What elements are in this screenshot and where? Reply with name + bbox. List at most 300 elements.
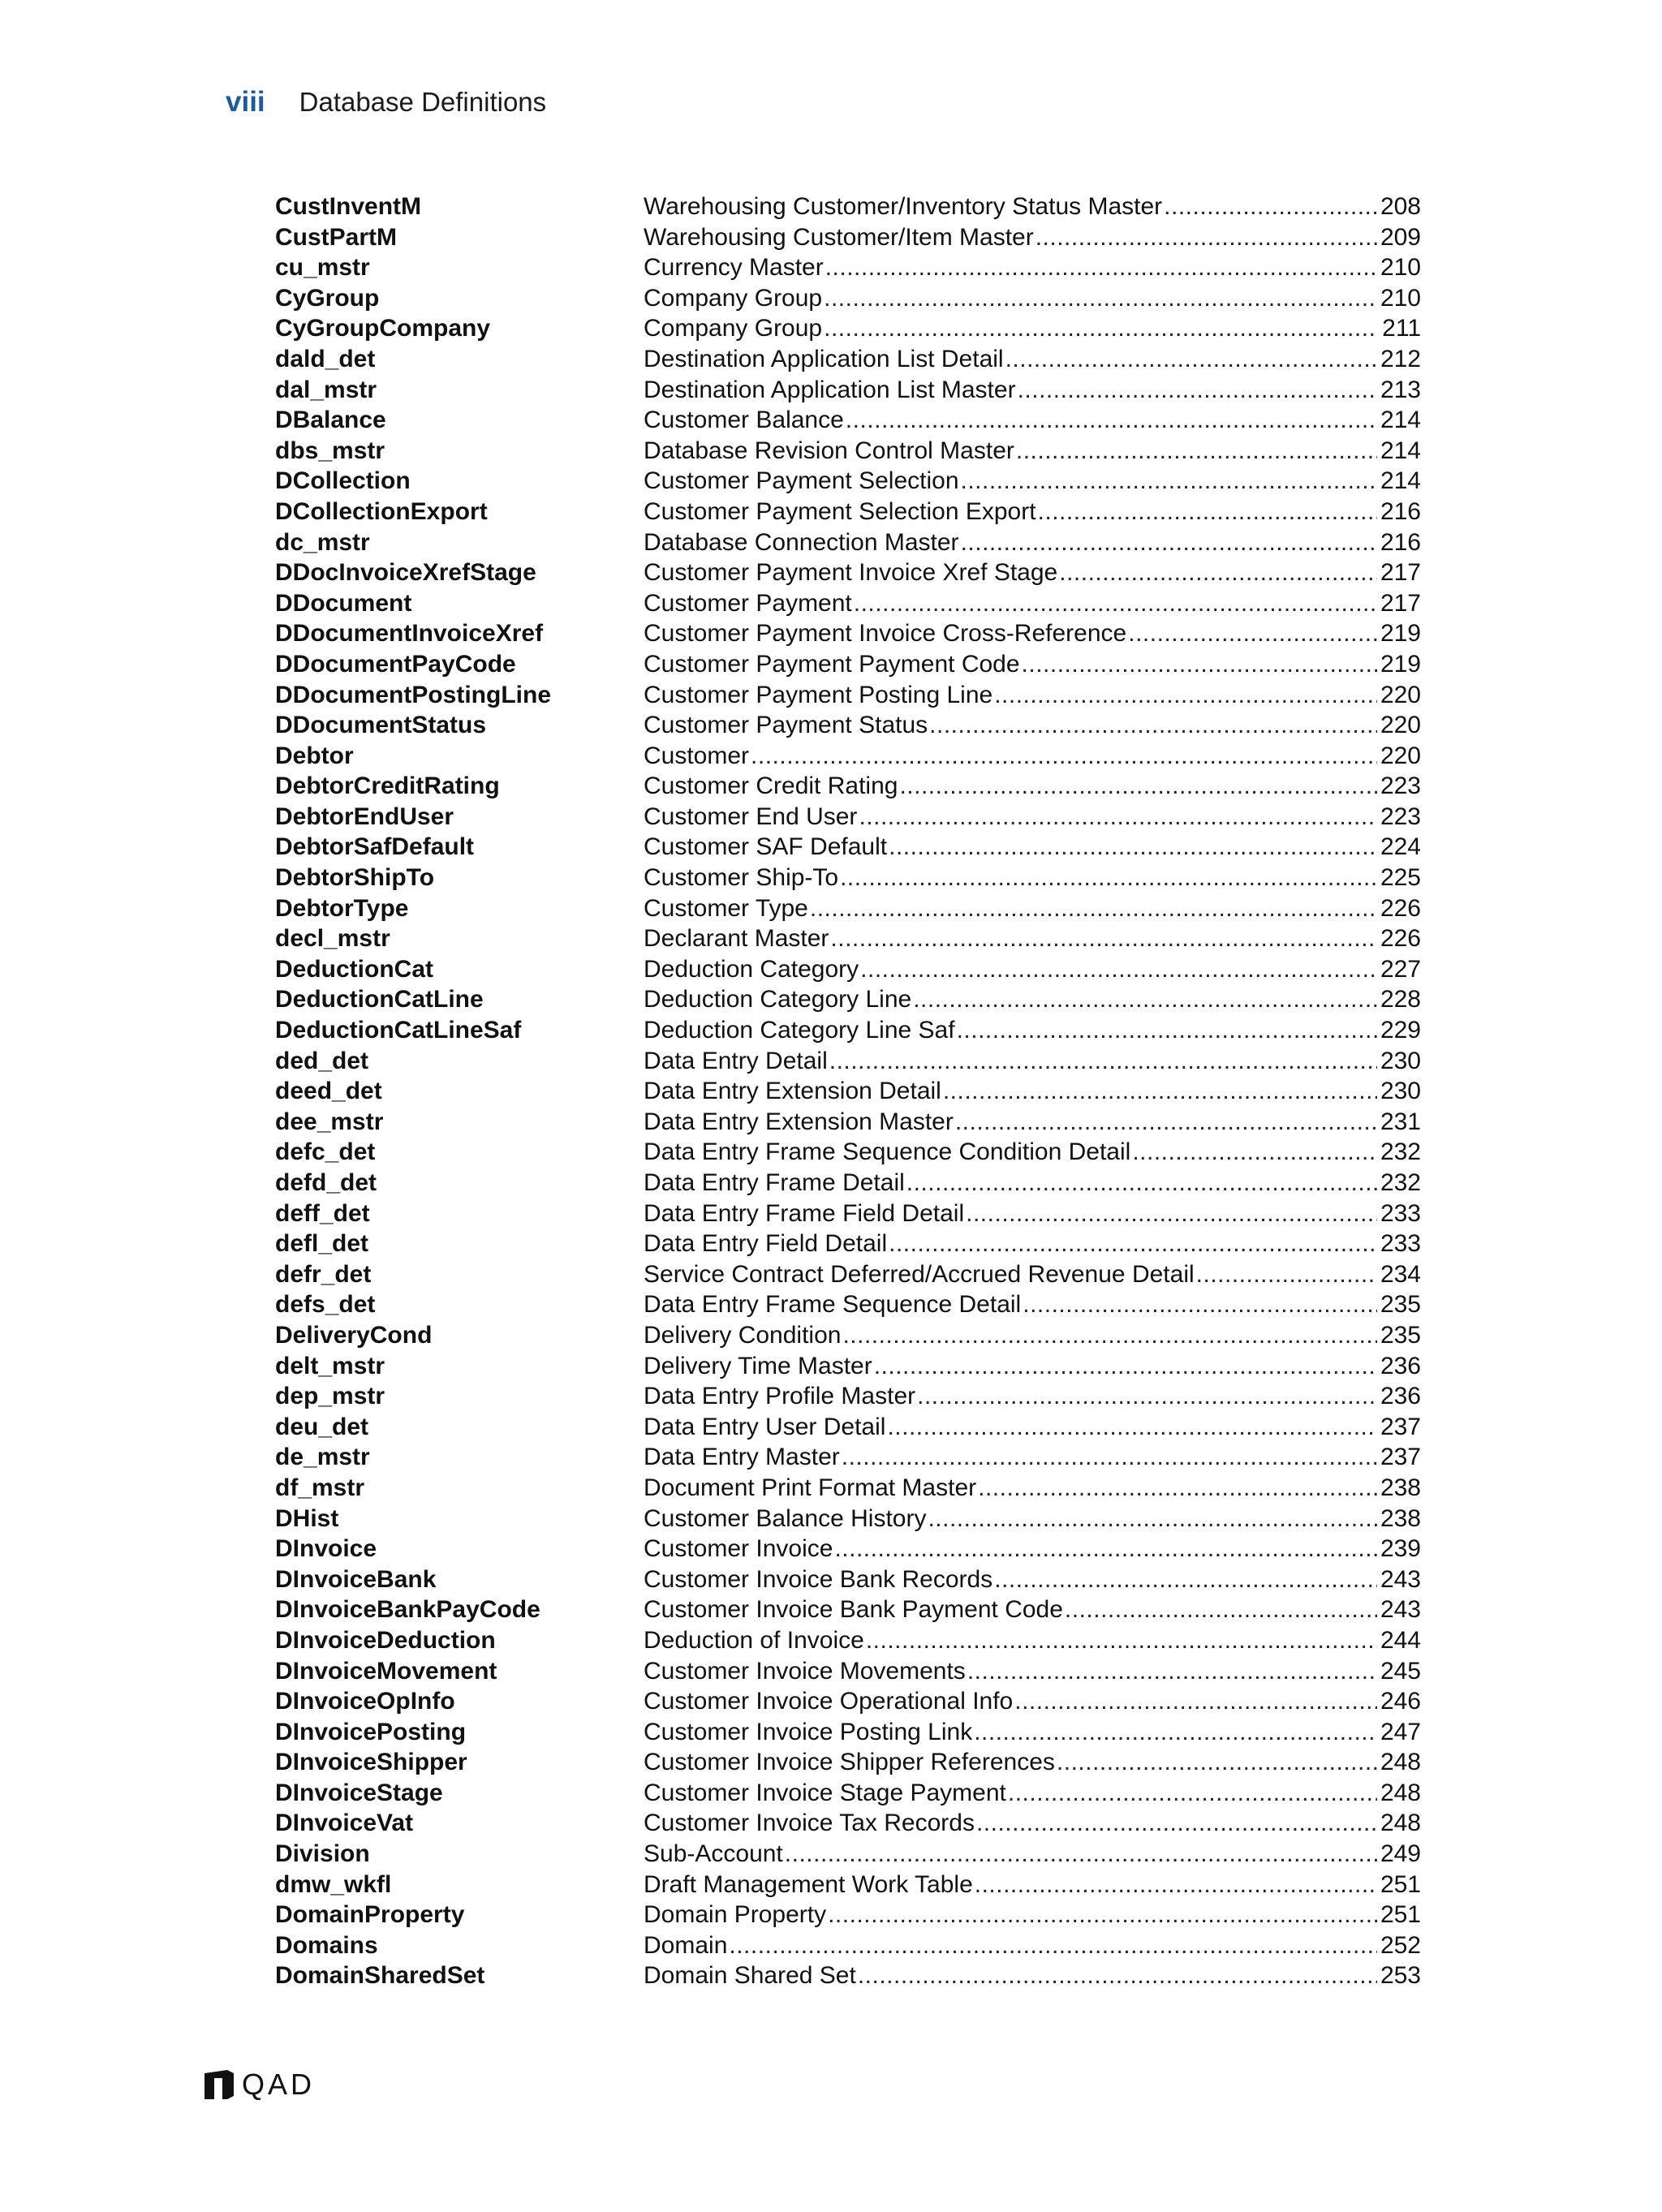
toc-entry[interactable]: [275, 618, 1421, 649]
toc-leader-dots: [1016, 436, 1377, 467]
toc-description-group: [644, 1412, 1421, 1443]
toc-table-name: CyGroup: [275, 284, 380, 312]
toc-table-name: DInvoiceMovement: [275, 1657, 497, 1685]
toc-description: Domain Shared Set: [644, 1962, 856, 1990]
toc-leader-dots: [887, 1412, 1377, 1443]
toc-description-group: [644, 283, 1421, 314]
toc-leader-dots: [834, 1534, 1377, 1564]
toc-page-number: 219: [1380, 620, 1421, 648]
toc-description: Customer Invoice Movements: [644, 1657, 966, 1685]
toc-description-group: [644, 1778, 1421, 1809]
toc-table-name: DebtorSafDefault: [275, 833, 475, 861]
toc-leader-dots: [824, 313, 1377, 344]
toc-page-number: 234: [1380, 1260, 1421, 1288]
toc-leader-dots: [860, 954, 1377, 985]
toc-table-name: CustPartM: [275, 223, 398, 251]
toc-table-name: df_mstr: [275, 1474, 365, 1501]
toc-entry[interactable]: [275, 1137, 1421, 1168]
toc-description-group: [644, 1534, 1421, 1564]
toc-description-group: [644, 984, 1421, 1015]
toc-page-number: 248: [1380, 1779, 1421, 1806]
toc-entry[interactable]: [275, 1229, 1421, 1259]
toc-description: Company Group: [644, 315, 823, 342]
toc-description-group: [644, 1381, 1421, 1412]
toc-table-name: DebtorCreditRating: [275, 772, 500, 800]
toc-table-name: CustInventM: [275, 193, 421, 220]
toc-entry[interactable]: [275, 649, 1421, 680]
toc-entry[interactable]: [275, 1412, 1421, 1443]
toc-table-name: DCollectionExport: [275, 497, 488, 525]
toc-entry[interactable]: [275, 1808, 1421, 1839]
toc-description-group: [644, 649, 1421, 680]
toc-leader-dots: [917, 1381, 1377, 1412]
toc-table-name: DeliveryCond: [275, 1321, 433, 1349]
toc-leader-dots: [1059, 557, 1377, 588]
toc-description: Customer Payment Invoice Xref Stage: [644, 559, 1058, 587]
toc-entry[interactable]: [275, 923, 1421, 954]
toc-page-number: 209: [1380, 223, 1421, 251]
toc-leader-dots: [1005, 344, 1377, 375]
toc-leader-dots: [1018, 375, 1377, 406]
toc-description-group: [644, 1473, 1421, 1504]
toc-entry[interactable]: [275, 1656, 1421, 1687]
toc-description: Customer Payment Posting Line: [644, 681, 993, 708]
toc-leader-dots: [978, 1473, 1377, 1504]
toc-leader-dots: [858, 1960, 1377, 1991]
toc-page-number: 214: [1380, 407, 1421, 434]
toc-description-group: [644, 222, 1421, 253]
toc-description: Data Entry Profile Master: [644, 1383, 916, 1410]
toc-page-number: 245: [1380, 1657, 1421, 1685]
toc-page-number: 216: [1380, 528, 1421, 556]
toc-description: Customer End User: [644, 803, 858, 830]
toc-description: Declarant Master: [644, 925, 829, 953]
toc-entry[interactable]: [275, 1717, 1421, 1748]
toc-description-group: [644, 1137, 1421, 1168]
toc-description: Customer Payment Invoice Cross-Reference: [644, 620, 1127, 648]
toc-page-number: 217: [1380, 589, 1421, 617]
toc-description: Customer Invoice Stage Payment: [644, 1779, 1006, 1806]
toc-page-number: 247: [1380, 1718, 1421, 1745]
toc-description: Customer: [644, 742, 750, 769]
page-header: [226, 86, 546, 131]
toc-page-number: 249: [1380, 1840, 1421, 1868]
toc-leader-dots: [994, 680, 1377, 711]
toc-entry[interactable]: [275, 557, 1421, 588]
toc-table-name: DeductionCatLine: [275, 986, 484, 1013]
toc-description-group: [644, 1259, 1421, 1290]
toc-leader-dots: [976, 1808, 1377, 1839]
toc-description: Customer Invoice Bank Payment Code: [644, 1596, 1063, 1624]
toc-entry[interactable]: [275, 710, 1421, 741]
toc-table-name: dc_mstr: [275, 528, 370, 556]
toc-entry[interactable]: [275, 527, 1421, 558]
toc-table-name: DInvoiceBankPayCode: [275, 1596, 540, 1624]
toc-page-number: 236: [1380, 1383, 1421, 1410]
toc-leader-dots: [1057, 1747, 1377, 1778]
toc-leader-dots: [1022, 649, 1377, 680]
toc-description-group: [644, 1870, 1421, 1900]
toc-leader-dots: [967, 1656, 1377, 1687]
toc-entry[interactable]: [275, 1015, 1421, 1046]
toc-page-number: 214: [1380, 467, 1421, 495]
toc-description-group: [644, 1046, 1421, 1077]
toc-entry[interactable]: [275, 313, 1421, 344]
toc-page-number: 210: [1380, 254, 1421, 282]
toc-table-name: dee_mstr: [275, 1108, 384, 1135]
toc-description: Delivery Time Master: [644, 1352, 872, 1379]
toc-page-number: 228: [1380, 986, 1421, 1013]
toc-description-group: [644, 466, 1421, 497]
toc-table-name: Domains: [275, 1931, 378, 1959]
toc-entry[interactable]: [275, 1900, 1421, 1930]
toc-entry[interactable]: [275, 283, 1421, 314]
toc-description-group: [644, 710, 1421, 741]
toc-entry[interactable]: [275, 252, 1421, 283]
toc-description-group: [644, 252, 1421, 283]
toc-page-number: 230: [1380, 1047, 1421, 1074]
toc-page-number: 223: [1380, 803, 1421, 830]
toc-table-name: DCollection: [275, 467, 411, 495]
toc-leader-dots: [729, 1930, 1377, 1961]
toc-table-name: DebtorType: [275, 894, 409, 922]
toc-leader-dots: [842, 1442, 1377, 1473]
toc-leader-dots: [840, 863, 1377, 893]
toc-entry[interactable]: [275, 1778, 1421, 1809]
toc-description: Database Revision Control Master: [644, 437, 1014, 464]
toc-leader-dots: [874, 1351, 1377, 1382]
toc-description: Customer Payment Payment Code: [644, 650, 1020, 678]
toc-entry[interactable]: [275, 1960, 1421, 1991]
toc-entry[interactable]: [275, 1839, 1421, 1870]
toc-page-number: 213: [1380, 376, 1421, 403]
toc-description-group: [644, 344, 1421, 375]
table-of-contents: [275, 192, 1421, 1991]
toc-page-number: 233: [1380, 1230, 1421, 1258]
toc-page-number: 248: [1380, 1749, 1421, 1776]
toc-table-name: defd_det: [275, 1169, 377, 1196]
toc-page-number: 214: [1380, 437, 1421, 464]
toc-description-group: [644, 192, 1421, 222]
toc-description: Customer Invoice Posting Link: [644, 1718, 973, 1745]
toc-leader-dots: [825, 252, 1377, 283]
toc-table-name: defr_det: [275, 1260, 372, 1288]
toc-description: Data Entry Detail: [644, 1047, 828, 1074]
toc-description-group: [644, 527, 1421, 558]
toc-entry[interactable]: [275, 1870, 1421, 1900]
toc-table-name: dep_mstr: [275, 1383, 385, 1410]
toc-description: Domain Property: [644, 1901, 827, 1929]
toc-description-group: [644, 741, 1421, 772]
toc-description: Deduction of Invoice: [644, 1626, 864, 1654]
toc-entry[interactable]: [275, 863, 1421, 893]
toc-page-number: 220: [1380, 712, 1421, 739]
toc-description-group: [644, 436, 1421, 467]
toc-entry[interactable]: [275, 1564, 1421, 1595]
toc-table-name: DInvoiceStage: [275, 1779, 443, 1806]
toc-description: Customer Payment: [644, 589, 852, 617]
footer-logo: [203, 2068, 315, 2102]
toc-table-name: deu_det: [275, 1413, 369, 1440]
toc-entry[interactable]: [275, 832, 1421, 863]
toc-leader-dots: [828, 1900, 1377, 1930]
toc-table-name: DeductionCat: [275, 955, 433, 983]
toc-entry[interactable]: [275, 497, 1421, 527]
toc-entry[interactable]: [275, 1259, 1421, 1290]
toc-table-name: defl_det: [275, 1230, 369, 1258]
toc-page-number: 235: [1380, 1321, 1421, 1349]
toc-entry[interactable]: [275, 1442, 1421, 1473]
toc-table-name: DDocumentPostingLine: [275, 681, 552, 708]
toc-entry[interactable]: [275, 680, 1421, 711]
toc-description-group: [644, 832, 1421, 863]
toc-description: Customer Balance History: [644, 1504, 927, 1532]
toc-page-number: 230: [1380, 1078, 1421, 1105]
toc-entry[interactable]: [275, 893, 1421, 924]
toc-description: Customer Balance: [644, 407, 844, 434]
toc-description: Database Connection Master: [644, 528, 959, 556]
toc-page-number: 217: [1380, 559, 1421, 587]
toc-description-group: [644, 1656, 1421, 1687]
toc-description: Customer Ship-To: [644, 864, 839, 892]
toc-description-group: [644, 375, 1421, 406]
toc-page-number: 253: [1380, 1962, 1421, 1990]
toc-leader-dots: [1023, 1289, 1377, 1320]
toc-entry[interactable]: [275, 1504, 1421, 1534]
toc-page-number: 232: [1380, 1169, 1421, 1196]
toc-description: Domain: [644, 1931, 728, 1959]
toc-page-number: 243: [1380, 1565, 1421, 1593]
toc-page-number: 224: [1380, 833, 1421, 861]
toc-entry[interactable]: [275, 984, 1421, 1015]
toc-table-name: DDocumentInvoiceXref: [275, 620, 544, 648]
toc-description: Destination Application List Master: [644, 376, 1016, 403]
toc-table-name: dmw_wkfl: [275, 1870, 392, 1898]
toc-entry[interactable]: [275, 1747, 1421, 1778]
toc-page-number: 233: [1380, 1199, 1421, 1227]
toc-description: Customer Invoice Bank Records: [644, 1565, 993, 1593]
toc-description: Data Entry Extension Master: [644, 1108, 954, 1135]
toc-page-number: 232: [1380, 1138, 1421, 1166]
toc-page-number: 225: [1380, 864, 1421, 892]
toc-entry[interactable]: [275, 1289, 1421, 1320]
toc-entry[interactable]: [275, 1199, 1421, 1229]
toc-entry[interactable]: [275, 1473, 1421, 1504]
toc-table-name: DInvoiceOpInfo: [275, 1688, 455, 1715]
toc-page-number: 211: [1382, 315, 1421, 342]
toc-entry[interactable]: [275, 802, 1421, 833]
toc-page-number: 248: [1380, 1810, 1421, 1837]
toc-leader-dots: [943, 1076, 1377, 1107]
toc-description: Delivery Condition: [644, 1321, 842, 1349]
toc-description: Customer Credit Rating: [644, 772, 898, 800]
toc-description-group: [644, 405, 1421, 436]
toc-leader-dots: [824, 283, 1377, 314]
toc-leader-dots: [829, 1046, 1377, 1077]
toc-page-number: 223: [1380, 772, 1421, 800]
toc-table-name: ded_det: [275, 1047, 369, 1074]
toc-description-group: [644, 1015, 1421, 1046]
toc-table-name: deed_det: [275, 1078, 382, 1105]
toc-entry[interactable]: [275, 344, 1421, 375]
toc-entry[interactable]: [275, 466, 1421, 497]
toc-page-number: 227: [1380, 955, 1421, 983]
toc-description: Customer Payment Selection: [644, 467, 959, 495]
toc-page-number: 251: [1380, 1870, 1421, 1898]
toc-description-group: [644, 1107, 1421, 1138]
toc-table-name: Division: [275, 1840, 370, 1868]
toc-description-group: [644, 618, 1421, 649]
toc-table-name: DDocumentStatus: [275, 712, 487, 739]
toc-description-group: [644, 1320, 1421, 1351]
toc-description-group: [644, 1808, 1421, 1839]
toc-entry[interactable]: [275, 588, 1421, 619]
toc-entry[interactable]: [275, 954, 1421, 985]
toc-leader-dots: [929, 710, 1377, 741]
toc-leader-dots: [975, 1870, 1377, 1900]
toc-table-name: DDocument: [275, 589, 412, 617]
toc-entry[interactable]: [275, 771, 1421, 802]
toc-description-group: [644, 1686, 1421, 1717]
toc-entry[interactable]: [275, 1076, 1421, 1107]
toc-table-name: defs_det: [275, 1291, 376, 1319]
toc-table-name: Debtor: [275, 742, 354, 769]
toc-description-group: [644, 923, 1421, 954]
toc-description: Currency Master: [644, 254, 824, 282]
toc-description-group: [644, 313, 1421, 344]
toc-description-group: [644, 1168, 1421, 1199]
toc-leader-dots: [1132, 1137, 1377, 1168]
toc-leader-dots: [899, 771, 1377, 802]
toc-table-name: DInvoiceShipper: [275, 1749, 467, 1776]
toc-table-name: DebtorShipTo: [275, 864, 435, 892]
toc-entry[interactable]: [275, 1534, 1421, 1564]
toc-table-name: DInvoice: [275, 1535, 377, 1563]
toc-entry[interactable]: [275, 1168, 1421, 1199]
toc-table-name: DebtorEndUser: [275, 803, 454, 830]
toc-table-name: DInvoiceVat: [275, 1810, 414, 1837]
toc-page-number: 237: [1380, 1413, 1421, 1440]
toc-table-name: dal_mstr: [275, 376, 377, 403]
toc-description: Deduction Category: [644, 955, 859, 983]
toc-leader-dots: [957, 1015, 1377, 1046]
toc-leader-dots: [1128, 618, 1377, 649]
toc-leader-dots: [1065, 1594, 1377, 1625]
toc-page-number: 236: [1380, 1352, 1421, 1379]
toc-entry[interactable]: [275, 222, 1421, 253]
toc-leader-dots: [854, 588, 1377, 619]
toc-entry[interactable]: [275, 741, 1421, 772]
toc-description-group: [644, 1717, 1421, 1748]
toc-entry[interactable]: [275, 1107, 1421, 1138]
toc-table-name: CyGroupCompany: [275, 315, 491, 342]
toc-description: Customer Invoice Shipper References: [644, 1749, 1055, 1776]
toc-entry[interactable]: [275, 1930, 1421, 1961]
toc-description-group: [644, 497, 1421, 527]
toc-table-name: DeductionCatLineSaf: [275, 1017, 522, 1044]
toc-description: Deduction Category Line: [644, 986, 912, 1013]
toc-description: Customer Invoice: [644, 1535, 833, 1563]
toc-entry[interactable]: [275, 1625, 1421, 1656]
toc-description: Data Entry Field Detail: [644, 1230, 888, 1258]
toc-entry[interactable]: [275, 1594, 1421, 1625]
document-title: Database Definitions: [299, 87, 547, 117]
toc-leader-dots: [1164, 192, 1377, 222]
toc-page-number: 237: [1380, 1444, 1421, 1471]
toc-description-group: [644, 1442, 1421, 1473]
toc-leader-dots: [751, 741, 1377, 772]
toc-page-number: 229: [1380, 1017, 1421, 1044]
toc-entry[interactable]: [275, 405, 1421, 436]
toc-table-name: DInvoiceBank: [275, 1565, 437, 1593]
toc-description-group: [644, 1076, 1421, 1107]
qad-logo-icon: [203, 2068, 235, 2101]
toc-description-group: [644, 954, 1421, 985]
toc-leader-dots: [866, 1625, 1377, 1656]
toc-table-name: DomainSharedSet: [275, 1962, 485, 1990]
toc-description-group: [644, 1504, 1421, 1534]
toc-description: Customer Type: [644, 894, 808, 922]
toc-description: Data Entry Master: [644, 1444, 840, 1471]
toc-page-number: 208: [1380, 193, 1421, 220]
toc-table-name: DDocumentPayCode: [275, 650, 516, 678]
toc-entry[interactable]: [275, 1381, 1421, 1412]
toc-page-number: 238: [1380, 1504, 1421, 1532]
toc-description: Customer Invoice Tax Records: [644, 1810, 975, 1837]
toc-entry[interactable]: [275, 192, 1421, 222]
toc-leader-dots: [1008, 1778, 1377, 1809]
toc-description-group: [644, 802, 1421, 833]
toc-entry[interactable]: [275, 1686, 1421, 1717]
toc-description: Service Contract Deferred/Accrued Revenue Detail: [644, 1260, 1195, 1288]
toc-entry[interactable]: [275, 1351, 1421, 1382]
toc-leader-dots: [1196, 1259, 1377, 1290]
page-number: viii: [226, 86, 265, 118]
toc-table-name: decl_mstr: [275, 925, 390, 953]
toc-leader-dots: [1014, 1686, 1377, 1717]
toc-entry[interactable]: [275, 436, 1421, 467]
toc-description-group: [644, 1564, 1421, 1595]
toc-leader-dots: [961, 466, 1377, 497]
toc-entry[interactable]: [275, 375, 1421, 406]
toc-table-name: DInvoiceDeduction: [275, 1626, 496, 1654]
toc-page-number: 216: [1380, 497, 1421, 525]
toc-page-number: 238: [1380, 1474, 1421, 1501]
toc-description-group: [644, 1839, 1421, 1870]
toc-table-name: deff_det: [275, 1199, 370, 1227]
toc-page-number: 220: [1380, 681, 1421, 708]
toc-leader-dots: [846, 405, 1377, 436]
toc-entry[interactable]: [275, 1046, 1421, 1077]
toc-description-group: [644, 1747, 1421, 1778]
toc-page-number: 231: [1380, 1108, 1421, 1135]
toc-leader-dots: [955, 1107, 1377, 1138]
toc-page-number: 212: [1380, 345, 1421, 372]
toc-description-group: [644, 588, 1421, 619]
toc-description-group: [644, 1229, 1421, 1259]
toc-leader-dots: [810, 893, 1377, 924]
toc-description-group: [644, 863, 1421, 893]
toc-description: Customer SAF Default: [644, 833, 888, 861]
toc-table-name: DHist: [275, 1504, 339, 1532]
toc-leader-dots: [928, 1504, 1377, 1534]
toc-table-name: delt_mstr: [275, 1352, 385, 1379]
toc-description-group: [644, 1351, 1421, 1382]
toc-leader-dots: [974, 1717, 1377, 1748]
toc-leader-dots: [913, 984, 1377, 1015]
toc-entry[interactable]: [275, 1320, 1421, 1351]
toc-page-number: 210: [1380, 284, 1421, 312]
